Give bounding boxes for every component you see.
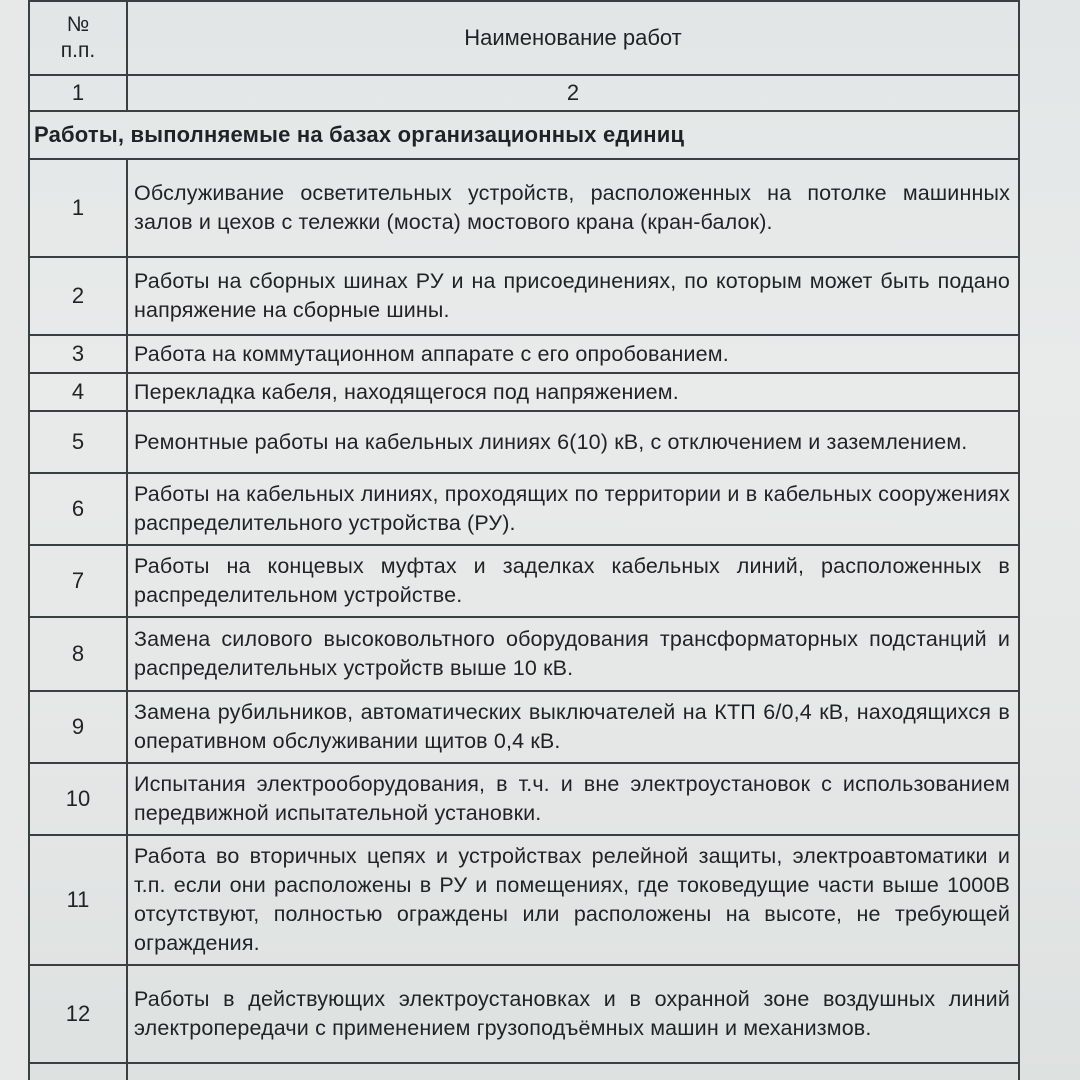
header-number-sign: №	[66, 13, 90, 36]
header-number-cell	[29, 1, 127, 75]
row-number: 4	[29, 373, 127, 411]
row-text: Работы на концевых муфтах и заделках кабельных линий, расположенных в распределительном устройстве.	[127, 545, 1019, 617]
row-number: 11	[29, 835, 127, 965]
page-margin	[0, 0, 28, 1080]
row-number: 10	[29, 763, 127, 835]
row-text: Замена силового высоковольтного оборудования трансформаторных подстанций и распределительных устройств выше 10 кВ.	[127, 617, 1019, 691]
table-row	[29, 691, 1019, 763]
table-row	[29, 373, 1019, 411]
table-row	[29, 545, 1019, 617]
row-number: 7	[29, 545, 127, 617]
table-row	[29, 411, 1019, 473]
cutoff-cell	[29, 1063, 127, 1080]
header-number-abbr: п.п.	[60, 39, 96, 62]
column-number-2: 2	[127, 75, 1019, 111]
row-number: 2	[29, 257, 127, 335]
table-row	[29, 257, 1019, 335]
table-header-row	[29, 1, 1019, 75]
table-row	[29, 763, 1019, 835]
row-number: 3	[29, 335, 127, 373]
row-text: Ремонтные работы на кабельных линиях 6(10) кВ, с отключением и заземлением.	[127, 411, 1019, 473]
table-row	[29, 335, 1019, 373]
row-number: 5	[29, 411, 127, 473]
table-row	[29, 159, 1019, 257]
works-table	[28, 0, 1020, 1080]
table-row	[29, 965, 1019, 1063]
table-row	[29, 473, 1019, 545]
section-row	[29, 111, 1019, 159]
section-title: Работы, выполняемые на базах организационных единиц	[29, 111, 1019, 159]
row-text: Работы на кабельных линиях, проходящих по территории и в кабельных сооружениях распределительного устройства (РУ).	[127, 473, 1019, 545]
table-row	[29, 617, 1019, 691]
row-text: Работа во вторичных цепях и устройствах релейной защиты, электроавтоматики и т.п. если они расположены в РУ и помещениях, где токоведущие части выше 1000В отсутствуют, полностью ограждены или расположены на высоте, не требующей ограждения.	[127, 835, 1019, 965]
cutoff-cell	[127, 1063, 1019, 1080]
row-text: Обслуживание осветительных устройств, расположенных на потолке машинных залов и цехов с тележки (моста) мостового крана (кран-балок).	[127, 159, 1019, 257]
table-row	[29, 835, 1019, 965]
column-number-1: 1	[29, 75, 127, 111]
row-text: Работы в действующих электроустановках и в охранной зоне воздушных линий электропередачи с применением грузоподъёмных машин и механизмов.	[127, 965, 1019, 1063]
column-numbers-row	[29, 75, 1019, 111]
row-text: Замена рубильников, автоматических выключателей на КТП 6/0,4 кВ, находящихся в оперативном обслуживании щитов 0,4 кВ.	[127, 691, 1019, 763]
row-text: Перекладка кабеля, находящегося под напряжением.	[127, 373, 1019, 411]
header-name-cell: Наименование работ	[127, 1, 1019, 75]
row-number: 9	[29, 691, 127, 763]
table-row-cutoff	[29, 1063, 1019, 1080]
row-text: Работы на сборных шинах РУ и на присоединениях, по которым может быть подано напряжение на сборные шины.	[127, 257, 1019, 335]
row-number: 1	[29, 159, 127, 257]
row-text: Испытания электрооборудования, в т.ч. и вне электроустановок с использованием передвижной испытательной установки.	[127, 763, 1019, 835]
row-number: 6	[29, 473, 127, 545]
row-number: 8	[29, 617, 127, 691]
row-text: Работа на коммутационном аппарате с его опробованием.	[127, 335, 1019, 373]
row-number: 12	[29, 965, 127, 1063]
